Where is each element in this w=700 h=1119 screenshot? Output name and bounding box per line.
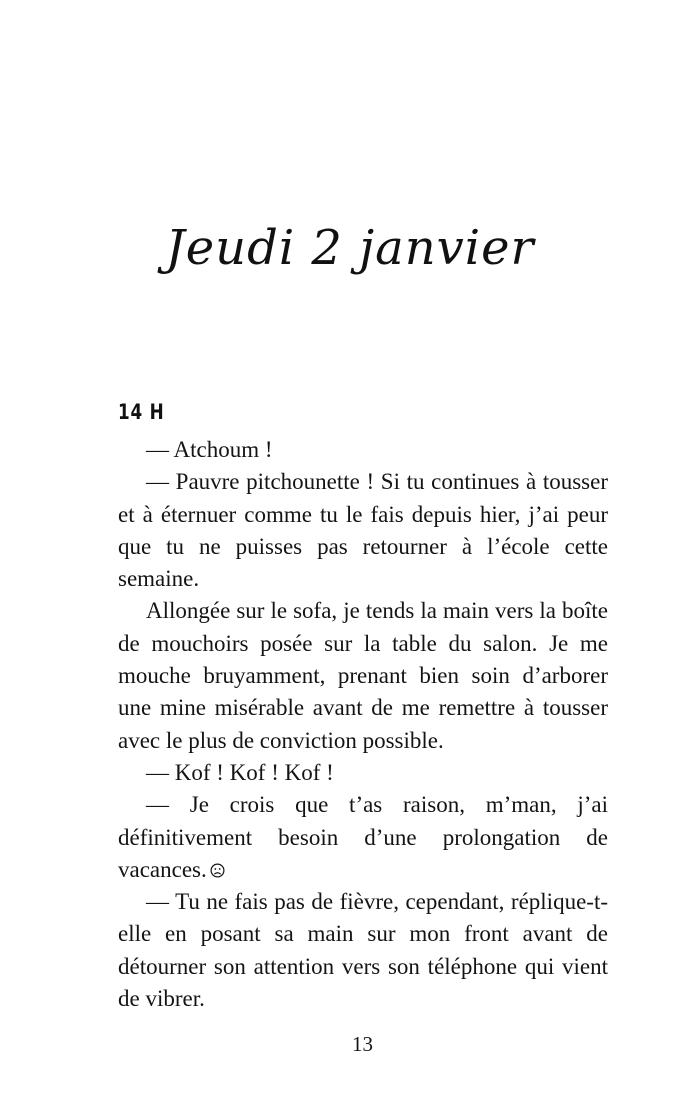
chapter-title: Jeudi 2 janvier: [165, 220, 535, 276]
paragraph-5-text: — Je crois que t’as raison, m’man, j’ai définitivement besoin d’une prolongation de vacances.: [118, 792, 608, 882]
paragraph-4: — Kof ! Kof ! Kof !: [146, 759, 334, 785]
paragraph-5: [118, 789, 608, 886]
paragraph-2: — Pauvre pitchounette ! Si tu continues à tousser et à éternuer comme tu le fais depuis hier, j’ai peur que tu ne puisses pas retourner à l’école cette semaine.: [118, 469, 608, 592]
paragraph-3: Allongée sur le sofa, je tends la main vers la boîte de mouchoirs posée sur la table du salon. Je me mouche bruyamment, prenant bien soin d’arborer une mine misérable avant de me remettre à tousser avec le plus de conviction possible.: [118, 598, 608, 753]
paragraph-6: — Tu ne fais pas de fièvre, cependant, réplique-t-elle en posant sa main sur mon front avant de détourner son attention vers son téléphone qui vient de vibrer.: [118, 889, 608, 1012]
page-number: 13: [352, 1032, 373, 1056]
body-text: [118, 434, 608, 1015]
section-time-heading: 14 H: [118, 400, 165, 424]
paragraph-1: — Atchoum !: [146, 437, 273, 462]
sad-face-icon: [210, 863, 225, 878]
